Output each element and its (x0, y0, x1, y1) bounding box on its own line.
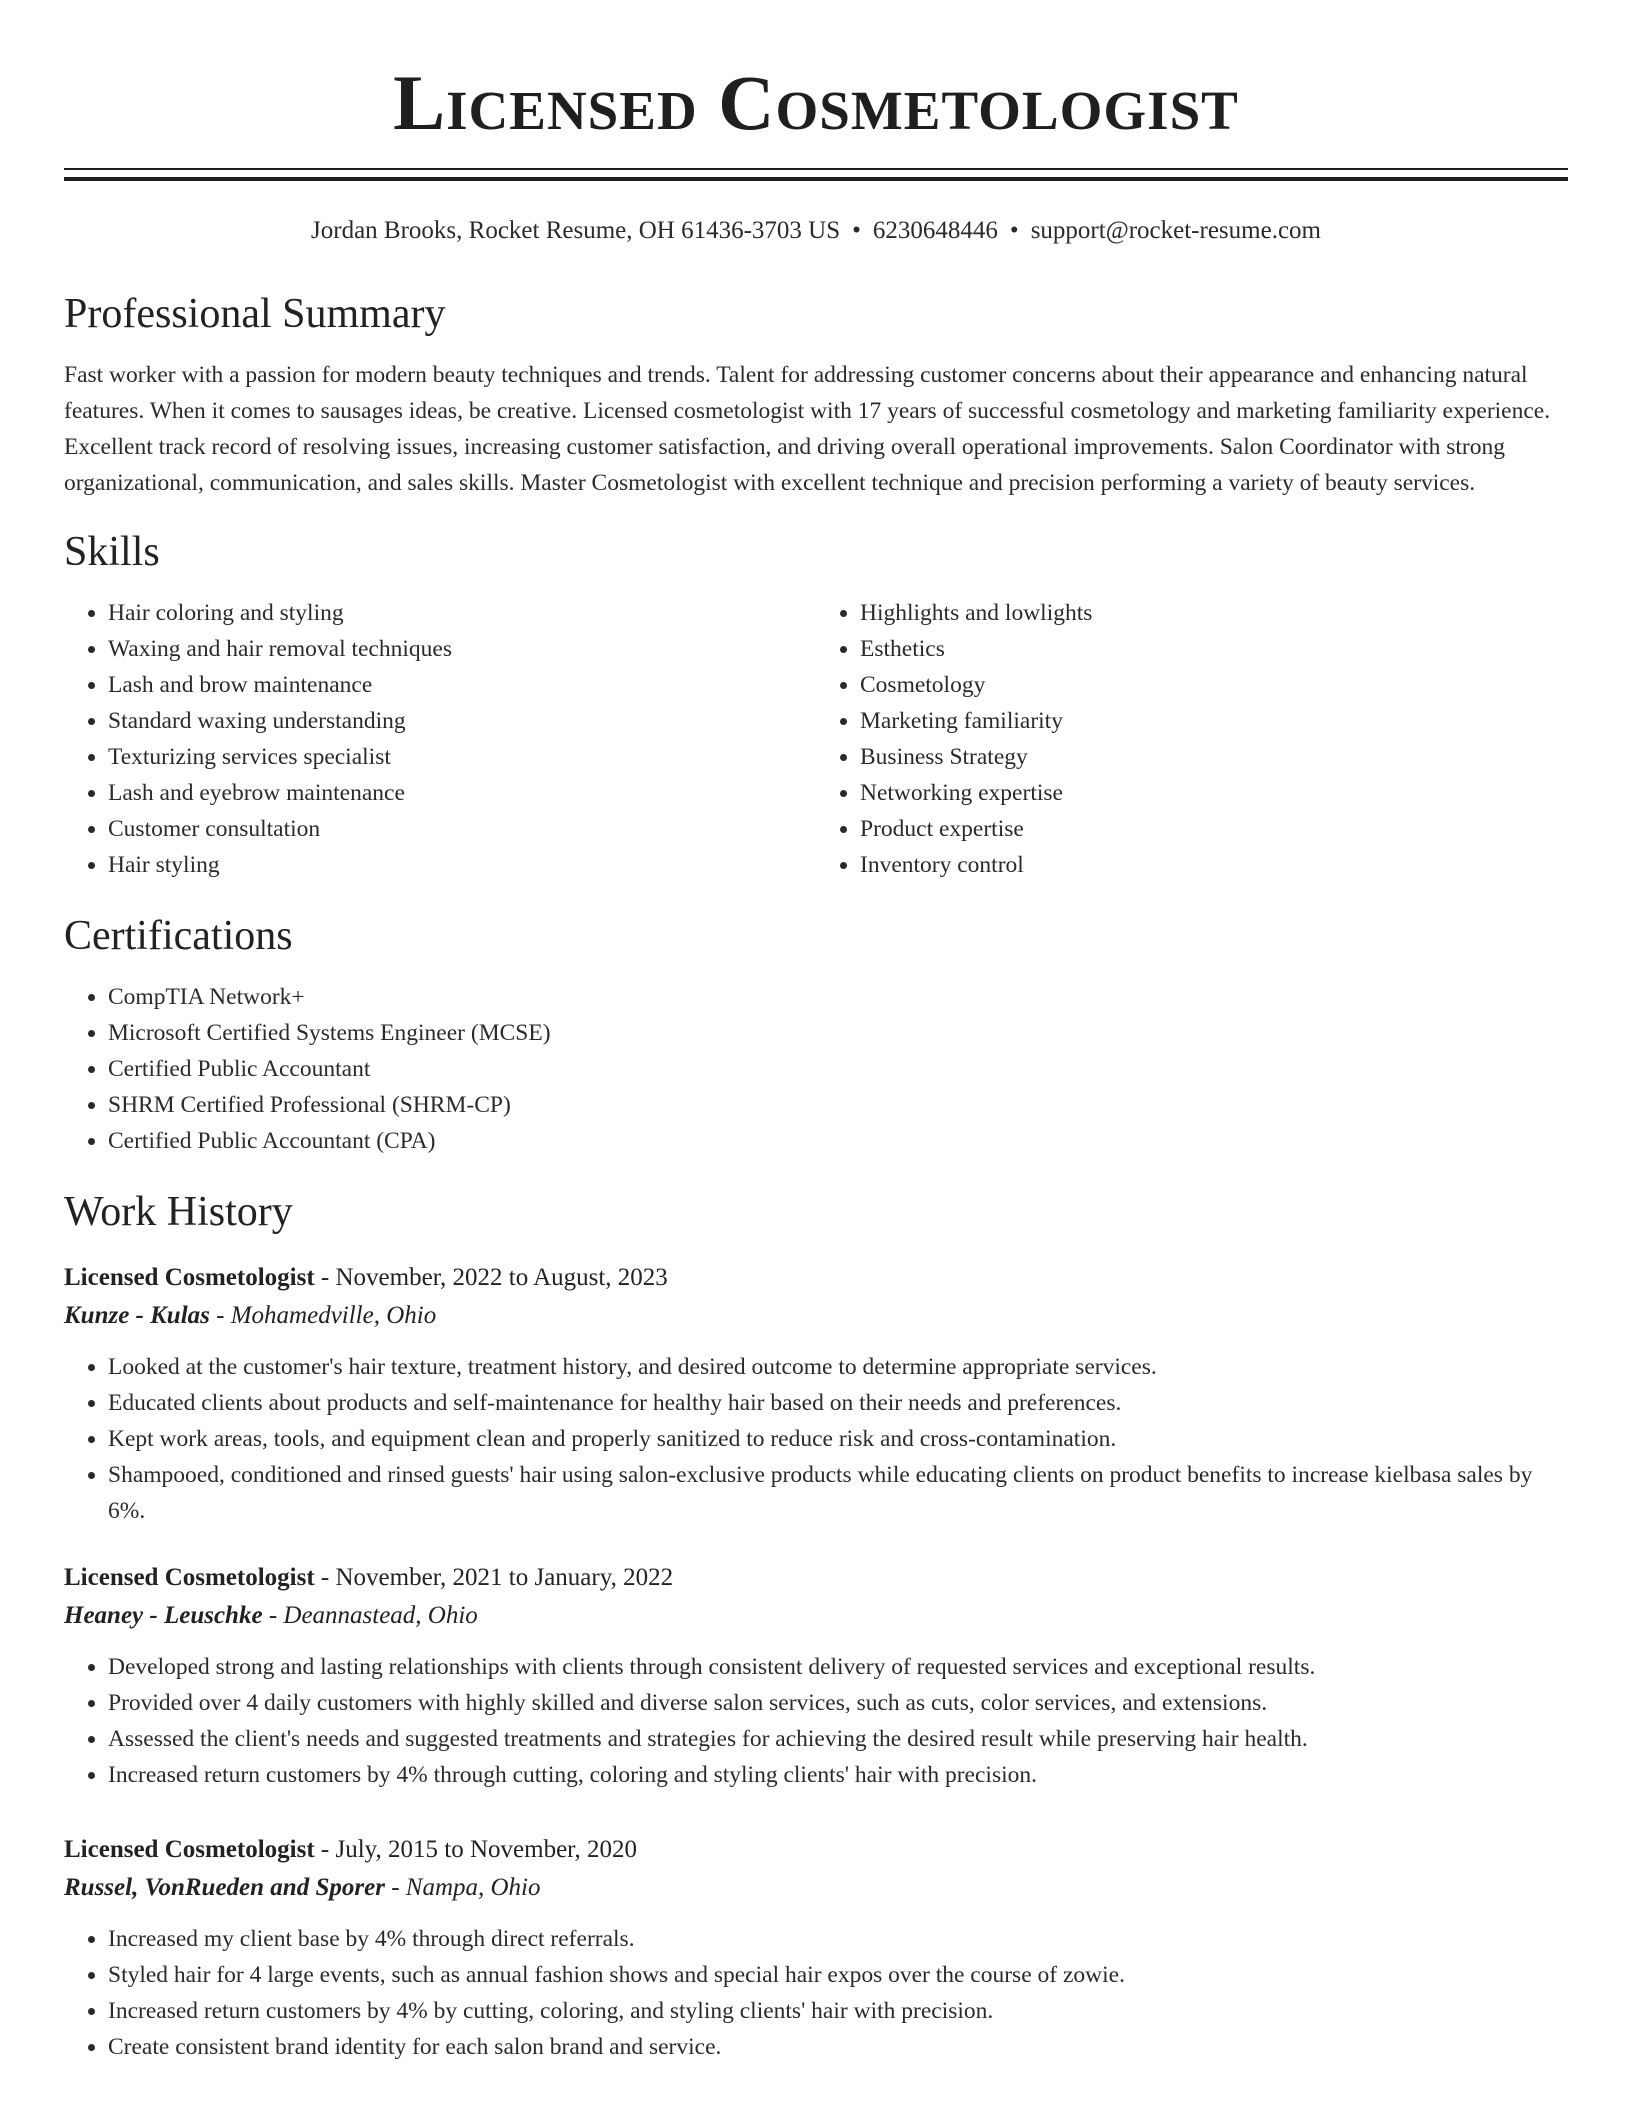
skill-item: • Highlights and lowlights (860, 595, 1568, 631)
job-bullet-list (64, 1349, 1568, 1529)
certification-item: • SHRM Certified Professional (SHRM-CP) (108, 1087, 1568, 1123)
skill-item: • Hair coloring and styling (108, 595, 816, 631)
job-bullet: • Looked at the customer's hair texture, treatment history, and desired outcome to determine appropriate services. (108, 1349, 1568, 1385)
skill-item: • Networking expertise (860, 775, 1568, 811)
skills-list-right (816, 595, 1568, 883)
skill-item: • Lash and eyebrow maintenance (108, 775, 816, 811)
contact-line (64, 215, 1568, 247)
skills-heading: Skills (64, 529, 160, 575)
job-bullet: • Create consistent brand identity for each salon brand and service. (108, 2029, 1568, 2065)
job-company: Heaney - Leuschke (64, 1602, 263, 1629)
job-bullet-list (64, 1921, 1568, 2065)
skill-item: • Texturizing services specialist (108, 739, 816, 775)
skill-item: • Business Strategy (860, 739, 1568, 775)
skill-item: • Marketing familiarity (860, 703, 1568, 739)
title-divider-thin (64, 168, 1568, 170)
job-entry (64, 1259, 1568, 1529)
resume-title: Licensed Cosmetologist (393, 59, 1239, 146)
job-bullet: • Kept work areas, tools, and equipment clean and properly sanitized to reduce risk and cross-contamination. (108, 1421, 1568, 1457)
skill-item: • Esthetics (860, 631, 1568, 667)
job-entry (64, 1831, 1568, 2065)
job-company-line (64, 1869, 1568, 1907)
skill-item: • Waxing and hair removal techniques (108, 631, 816, 667)
job-location: - Deannastead, Ohio (262, 1602, 478, 1629)
job-bullet: • Developed strong and lasting relationships with clients through consistent delivery of requested services and exceptional results. (108, 1649, 1568, 1685)
certifications-section (64, 911, 1568, 1159)
title-divider-thick (64, 177, 1568, 181)
skill-item: • Cosmetology (860, 667, 1568, 703)
certification-item: • Certified Public Accountant (108, 1051, 1568, 1087)
certifications-list (64, 979, 1568, 1159)
skill-item: • Hair styling (108, 847, 816, 883)
job-title: Licensed Cosmetologist (64, 1564, 315, 1591)
job-title-line (64, 1259, 1568, 1297)
job-dates: - November, 2021 to January, 2022 (314, 1564, 674, 1591)
summary-section (64, 289, 1568, 501)
job-title-line (64, 1831, 1568, 1869)
contact-separator: • (852, 217, 861, 244)
skill-item: • Standard waxing understanding (108, 703, 816, 739)
job-bullet: • Increased return customers by 4% by cutting, coloring, and styling clients' hair with precision. (108, 1993, 1568, 2029)
job-location: - Mohamedville, Ohio (209, 1302, 437, 1329)
certification-item: • Certified Public Accountant (CPA) (108, 1123, 1568, 1159)
summary-heading: Professional Summary (64, 291, 446, 337)
resume-page (64, 0, 1568, 2065)
skill-item: • Customer consultation (108, 811, 816, 847)
skills-columns (64, 595, 1568, 883)
skills-list-left (64, 595, 816, 883)
summary-text: Fast worker with a passion for modern beauty techniques and trends. Talent for addressing customer concerns about their appearance and enhancing natural features. When it comes to sausages ideas, be creative. Licensed cosmetologist with 17 years of successful cosmetology and marketing familiarity experience. Excellent track record of resolving issues, increasing customer satisfaction, and driving overall operational improvements. Salon Coordinator with strong organizational, communication, and sales skills. Master Cosmetologist with excellent technique and precision performing a variety of beauty services. (64, 362, 1551, 496)
job-title-line (64, 1559, 1568, 1597)
job-title: Licensed Cosmetologist (64, 1836, 315, 1863)
skill-item: • Product expertise (860, 811, 1568, 847)
job-company-line (64, 1597, 1568, 1635)
work-history-heading: Work History (64, 1189, 293, 1235)
skill-item: • Lash and brow maintenance (108, 667, 816, 703)
contact-separator: • (1009, 217, 1019, 244)
certification-item: • CompTIA Network+ (108, 979, 1568, 1015)
job-bullet: • Increased my client base by 4% through direct referrals. (108, 1921, 1568, 1957)
job-company: Russel, VonRueden and Sporer (64, 1874, 385, 1901)
job-location: - Nampa, Ohio (384, 1874, 541, 1901)
job-bullet: • Shampooed, conditioned and rinsed guests' hair using salon-exclusive products while educating clients on product benefits to increase kielbasa sales by 6%. (108, 1457, 1568, 1529)
job-company-line (64, 1297, 1568, 1335)
contact-address: Jordan Brooks, Rocket Resume, OH 61436-3703 US (311, 217, 841, 244)
job-bullet: • Educated clients about products and self-maintenance for healthy hair based on their needs and preferences. (108, 1385, 1568, 1421)
job-title: Licensed Cosmetologist (64, 1264, 315, 1291)
skill-item: • Inventory control (860, 847, 1568, 883)
job-bullet: • Assessed the client's needs and suggested treatments and strategies for achieving the desired result while preserving hair health. (108, 1721, 1568, 1757)
job-company: Kunze - Kulas (64, 1302, 210, 1329)
job-bullet: • Styled hair for 4 large events, such as annual fashion shows and special hair expos over the course of zowie. (108, 1957, 1568, 1993)
job-bullet-list (64, 1649, 1568, 1793)
job-bullet: • Increased return customers by 4% through cutting, coloring and styling clients' hair with precision. (108, 1757, 1568, 1793)
certifications-heading: Certifications (64, 913, 293, 959)
job-dates: - November, 2022 to August, 2023 (314, 1264, 668, 1291)
job-bullet: • Provided over 4 daily customers with highly skilled and diverse salon services, such as cuts, color services, and extensions. (108, 1685, 1568, 1721)
certification-item: • Microsoft Certified Systems Engineer (MCSE) (108, 1015, 1568, 1051)
skills-section (64, 527, 1568, 883)
job-dates: - July, 2015 to November, 2020 (314, 1836, 638, 1863)
contact-phone[interactable]: 6230648446 (872, 217, 998, 244)
work-history-section (64, 1187, 1568, 2065)
job-entry (64, 1559, 1568, 1793)
contact-email[interactable]: support@rocket-resume.com (1030, 217, 1321, 244)
